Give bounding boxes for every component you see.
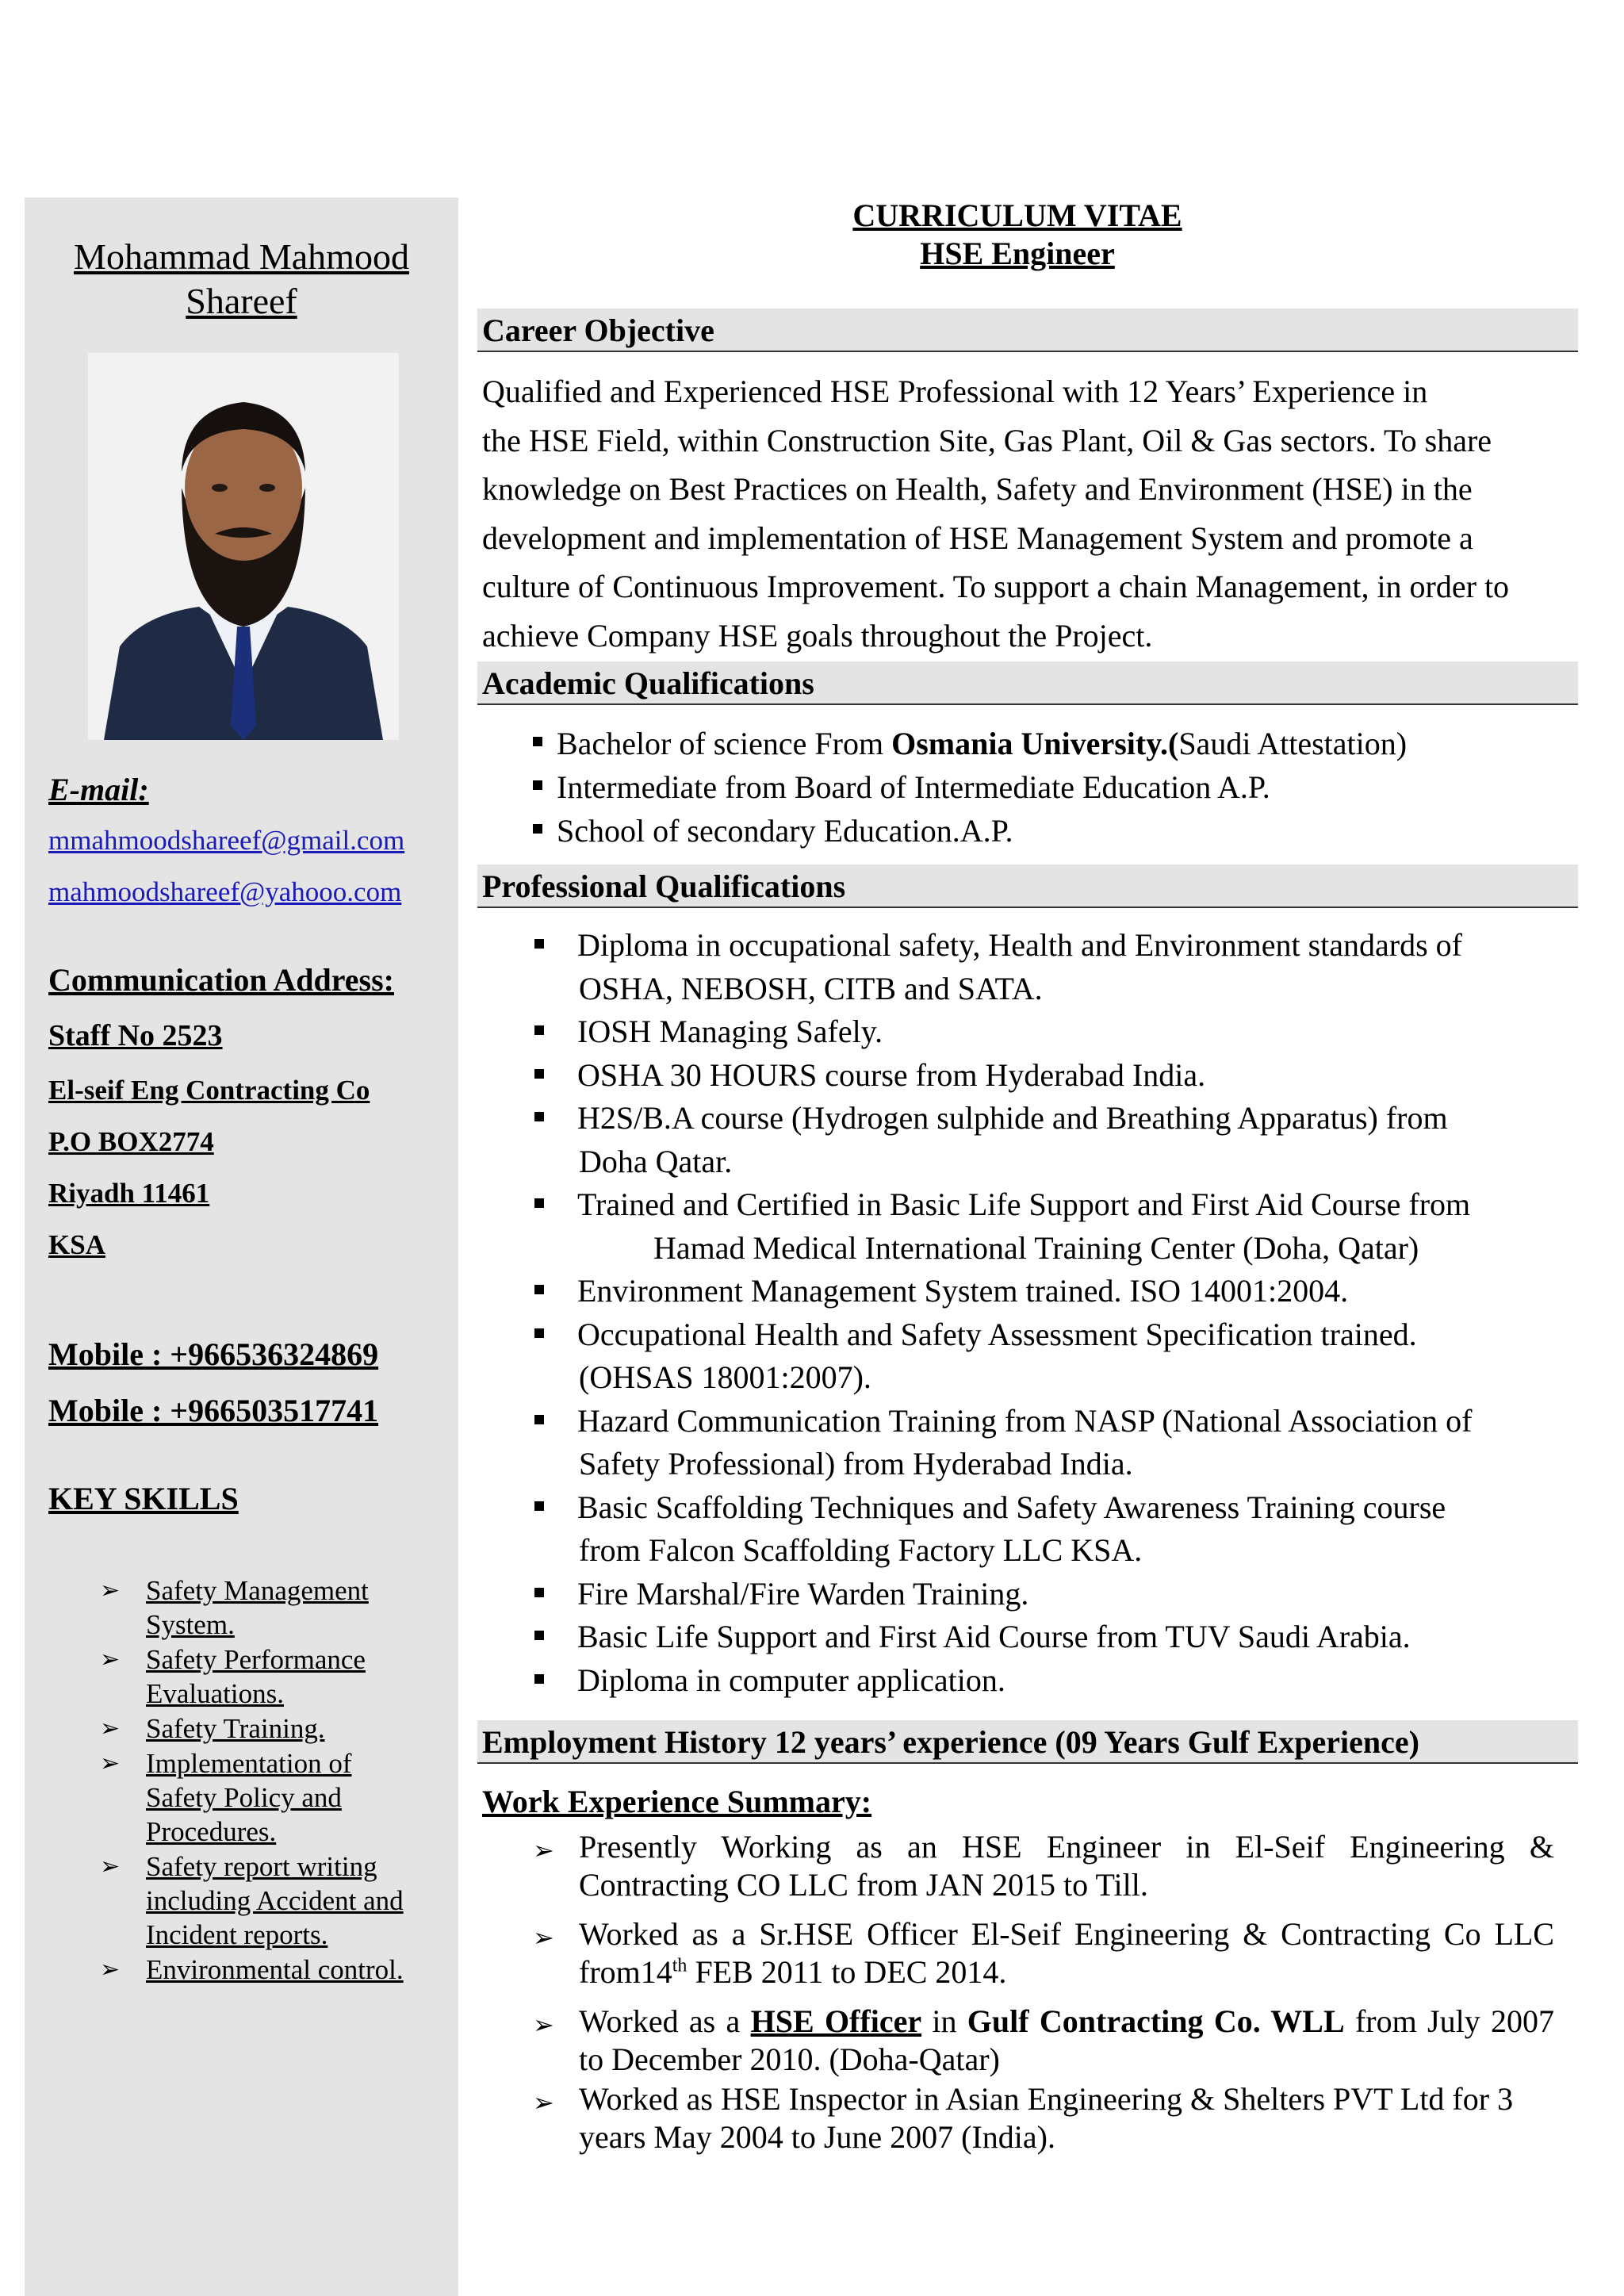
list-item-continuation: Hamad Medical International Training Center (Doha, Qatar) [653, 1229, 1419, 1266]
professional-list [533, 924, 1580, 1702]
arrow-bullet-icon: ➢ [100, 1750, 121, 1777]
square-bullet-icon [534, 1069, 544, 1079]
email-link[interactable]: mahmoodshareef@yahooo.com [48, 876, 402, 907]
section-header-professional: Professional Qualifications [477, 864, 1578, 908]
section-header-employment: Employment History 12 years’ experience (09 Years Gulf Experience) [477, 1720, 1578, 1764]
address-line: KSA [48, 1229, 105, 1260]
profile-photo-image [88, 353, 399, 740]
email-link[interactable]: mmahmoodshareef@gmail.com [48, 825, 405, 856]
square-bullet-icon [534, 1328, 544, 1338]
address-line: P.O BOX2774 [48, 1126, 214, 1157]
skill-item: ➢ Safety Performance Evaluations. [100, 1644, 366, 1709]
list-item: Diploma in occupational safety, Health and Environment standards of [533, 924, 1580, 968]
list-item-continuation: (OHSAS 18001:2007). [579, 1359, 871, 1395]
profile-photo [88, 353, 399, 740]
list-item: School of secondary Education.A.P. [533, 809, 1407, 853]
list-item: IOSH Managing Safely. [533, 1010, 1580, 1054]
list-item-continuation: from Falcon Scaffolding Factory LLC KSA. [579, 1532, 1143, 1568]
mobile-number: Mobile : +966536324869 [48, 1336, 379, 1372]
arrow-bullet-icon: ➢ [100, 1853, 121, 1880]
key-skills-label: KEY SKILLS [48, 1481, 239, 1516]
list-item: Basic Scaffolding Techniques and Safety Awareness Training course [533, 1486, 1580, 1530]
list-item-continuation: Doha Qatar. [579, 1143, 733, 1179]
address-line: El-seif Eng Contracting Co [48, 1075, 370, 1106]
work-experience-list [533, 1828, 1554, 2156]
square-bullet-icon [534, 1674, 544, 1684]
list-item: H2S/B.A course (Hydrogen sulphide and Breathing Apparatus) from [533, 1097, 1580, 1140]
list-item: Basic Life Support and First Aid Course from TUV Saudi Arabia. [533, 1616, 1580, 1659]
arrow-bullet-icon: ➢ [100, 1715, 121, 1742]
section-header-career-objective: Career Objective [477, 309, 1578, 352]
arrow-bullet-icon: ➢ [100, 1577, 121, 1604]
list-item: ➢ Presently Working as an HSE Engineer in El-Seif Engineering & Contracting CO LLC from JAN 2015 to Till. [533, 1829, 1554, 1903]
candidate-name: Mohammad Mahmood Shareef [74, 236, 409, 321]
list-item: OSHA 30 HOURS course from Hyderabad India. [533, 1054, 1580, 1098]
square-bullet-icon [534, 1631, 544, 1640]
square-bullet-icon [534, 1588, 544, 1597]
academic-list [533, 722, 1407, 853]
list-item: Environment Management System trained. ISO 14001:2004. [533, 1270, 1580, 1313]
mobile-number: Mobile : +966503517741 [48, 1393, 379, 1428]
career-objective-text: Qualified and Experienced HSE Professional with 12 Years’ Experience in the HSE Field, within Construction Site, Gas Plant, Oil & Gas sectors. To share knowledge on Best Practices on Health, Safety and Environment (HSE) in the development and implementation of HSE Management System and promote a culture of Continuous Improvement. To support a chain Management, in order to achieve Company HSE goals throughout the Project. [482, 374, 1510, 654]
skill-item: ➢ Environmental control. [100, 1954, 404, 1985]
square-bullet-icon [534, 1112, 544, 1121]
list-item: ➢ Worked as HSE Inspector in Asian Engineering & Shelters PVT Ltd for 3 years May 2004 to June 2007 (India). [533, 2081, 1514, 2155]
square-bullet-icon [534, 1415, 544, 1424]
arrow-bullet-icon: ➢ [533, 2010, 554, 2040]
work-summary-label: Work Experience Summary: [482, 1784, 872, 1819]
square-bullet-icon [534, 939, 544, 949]
arrow-bullet-icon: ➢ [533, 1835, 554, 1865]
square-bullet-icon [534, 1285, 544, 1294]
arrow-bullet-icon: ➢ [100, 1956, 121, 1984]
list-item: Occupational Health and Safety Assessment Specification trained. [533, 1313, 1580, 1357]
arrow-bullet-icon: ➢ [533, 1922, 554, 1953]
skill-item: ➢ Implementation of Safety Policy and Procedures. [100, 1748, 352, 1847]
arrow-bullet-icon: ➢ [100, 1646, 121, 1673]
square-bullet-icon [534, 1198, 544, 1208]
document-title: CURRICULUM VITAE HSE Engineer [852, 197, 1182, 271]
address-line: Staff No 2523 [48, 1019, 223, 1052]
list-item: Trained and Certified in Basic Life Support and First Aid Course from [533, 1183, 1580, 1227]
square-bullet-icon [533, 737, 542, 746]
list-item: Diploma in computer application. [533, 1659, 1580, 1703]
list-item: Hazard Communication Training from NASP (National Association of [533, 1400, 1580, 1443]
square-bullet-icon [534, 1501, 544, 1511]
address-label: Communication Address: [48, 962, 394, 998]
arrow-bullet-icon: ➢ [533, 2087, 554, 2118]
list-item: Intermediate from Board of Intermediate Education A.P. [533, 765, 1407, 809]
square-bullet-icon [533, 824, 542, 834]
skill-item: ➢ Safety report writing including Accident and Incident reports. [100, 1851, 404, 1950]
square-bullet-icon [533, 780, 542, 790]
list-item-continuation: OSHA, NEBOSH, CITB and SATA. [579, 970, 1043, 1006]
address-line: Riyadh 11461 [48, 1178, 210, 1209]
list-item-continuation: Safety Professional) from Hyderabad India. [579, 1446, 1133, 1481]
skill-item: ➢ Safety Training. [100, 1713, 325, 1744]
skill-item: ➢ Safety Management System. [100, 1575, 369, 1640]
square-bullet-icon [534, 1025, 544, 1035]
section-header-academic: Academic Qualifications [477, 661, 1578, 705]
list-item: ➢ Worked as a HSE Officer in Gulf Contracting Co. WLL from July 2007 to December 2010. (Doha-Qatar) [533, 2003, 1554, 2077]
email-label: E-mail: [48, 772, 149, 807]
list-item: ➢ Worked as a Sr.HSE Officer El-Seif Engineering & Contracting Co LLC from14th FEB 2011 to DEC 2014. [533, 1916, 1554, 1990]
list-item: Fire Marshal/Fire Warden Training. [533, 1573, 1580, 1616]
key-skills-list [100, 1573, 449, 1987]
list-item: Bachelor of science From Osmania University.(Saudi Attestation) [533, 722, 1407, 765]
